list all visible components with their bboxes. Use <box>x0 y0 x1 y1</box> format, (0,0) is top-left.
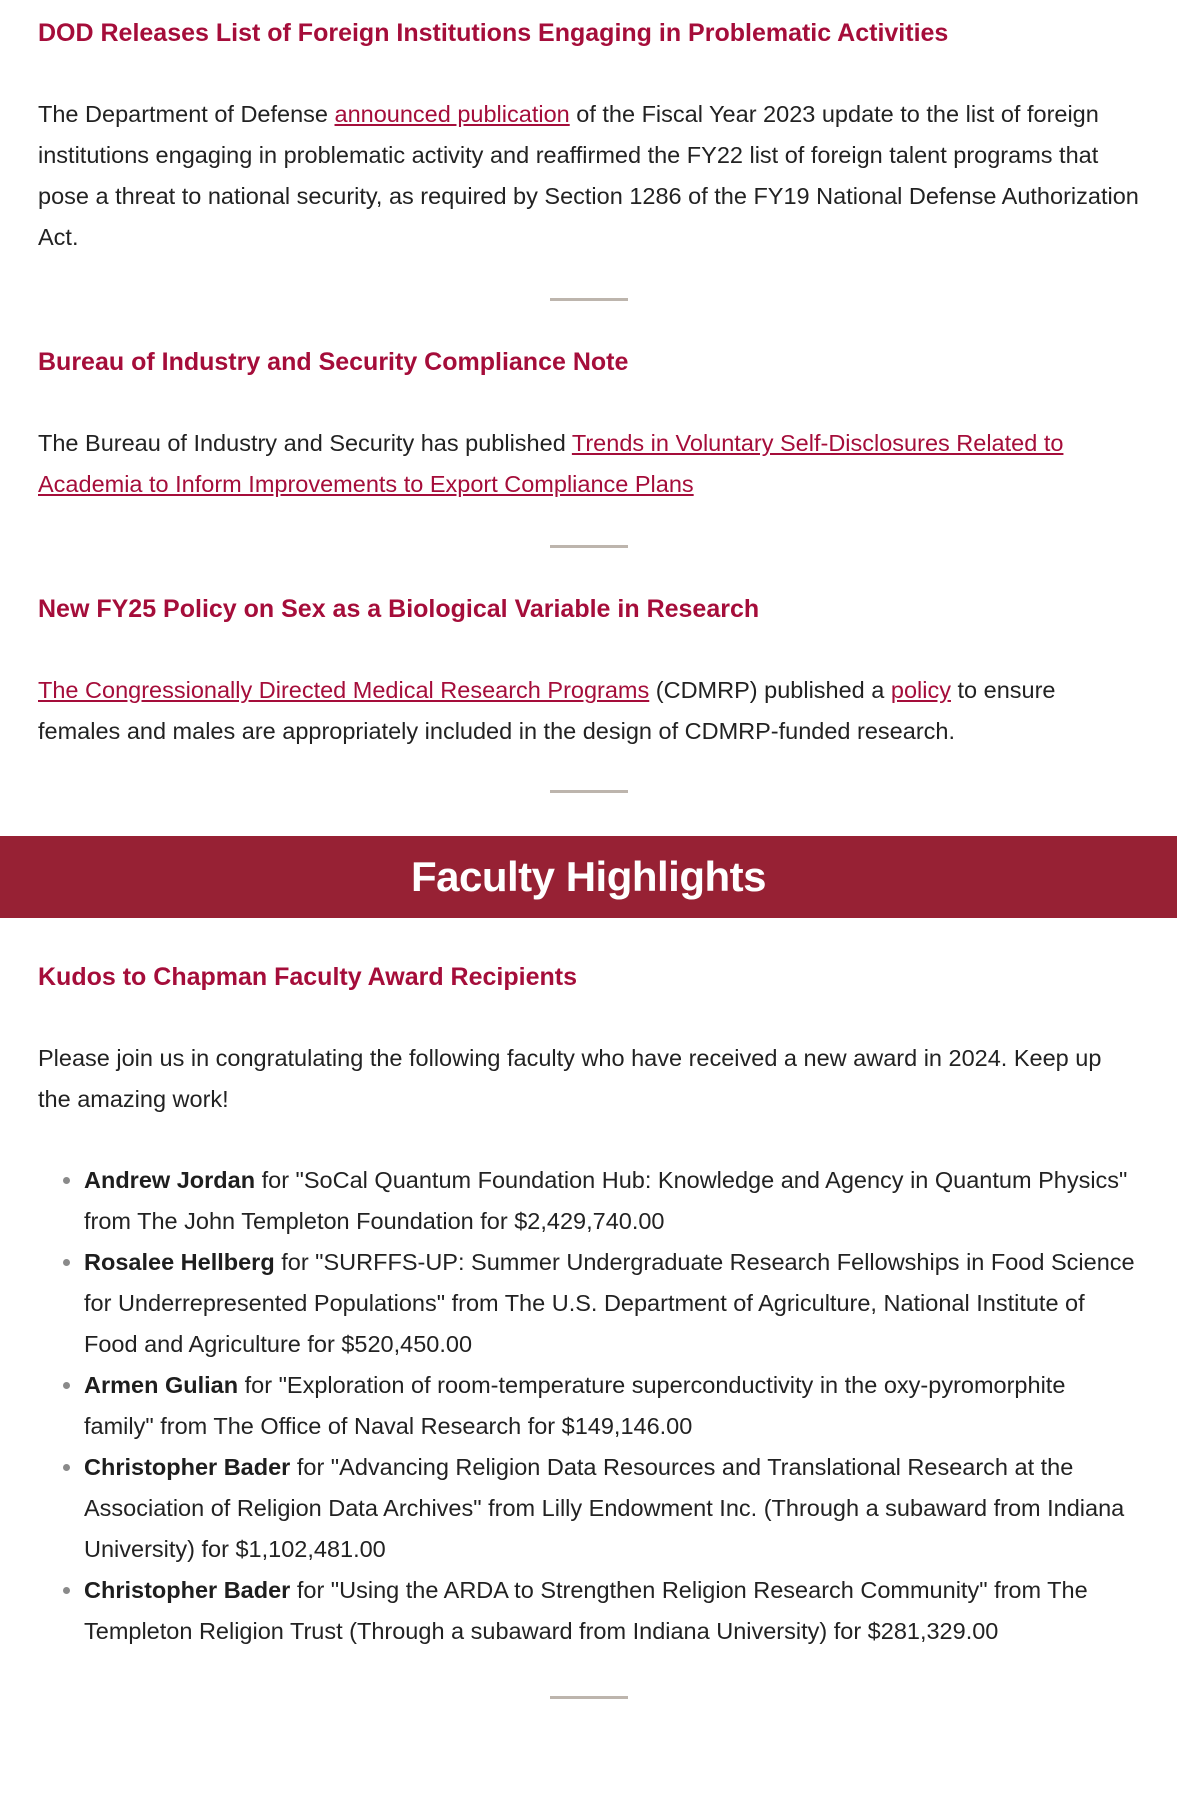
announced-publication-link[interactable]: announced publication <box>334 101 570 127</box>
section-title: Bureau of Industry and Security Compliance Note <box>38 348 629 376</box>
award-text: for "Advancing Religion Data Resources and Translational Research at the Association of Religion Data Archives" from Lilly Endowment Inc. (Through a subaward from Indiana University) for $1,102,481.00 <box>84 1454 1125 1562</box>
section-title: Kudos to Chapman Faculty Award Recipients <box>38 963 577 991</box>
list-item <box>84 1570 1139 1652</box>
section-bis <box>0 342 1177 505</box>
section-kudos <box>0 957 1177 1652</box>
award-text: for "Using the ARDA to Strengthen Religion Research Community" from The Templeton Religion Trust (Through a subaward from Indiana University) for $281,329.00 <box>84 1577 1088 1644</box>
award-text: for "Exploration of room-temperature superconductivity in the oxy-pyromorphite family" from The Office of Naval Research for $149,146.00 <box>84 1372 1066 1439</box>
faculty-name: Christopher Bader <box>84 1577 291 1603</box>
text: (CDMRP) published a <box>649 677 891 703</box>
divider <box>550 545 628 548</box>
text: The Department of Defense <box>38 101 335 127</box>
faculty-name: Christopher Bader <box>84 1454 291 1480</box>
section-title: New FY25 Policy on Sex as a Biological Variable in Research <box>38 595 760 623</box>
faculty-name: Armen Gulian <box>84 1372 239 1398</box>
policy-link[interactable]: policy <box>890 677 951 703</box>
section-title: DOD Releases List of Foreign Institutions Engaging in Problematic Activities <box>38 19 949 47</box>
section-body <box>38 423 1139 505</box>
award-text: for "SoCal Quantum Foundation Hub: Knowledge and Agency in Quantum Physics" from The John Templeton Foundation for $2,429,740.00 <box>84 1167 1128 1234</box>
text: The Bureau of Industry and Security has published <box>38 430 572 456</box>
list-item <box>84 1242 1139 1365</box>
divider <box>550 790 628 793</box>
list-item <box>84 1160 1139 1242</box>
section-dod <box>0 13 1177 258</box>
kudos-intro: Please join us in congratulating the following faculty who have received a new award in 2024. Keep up the amazing work! <box>38 1045 1102 1112</box>
list-item <box>84 1365 1139 1447</box>
faculty-name: Andrew Jordan <box>84 1167 256 1193</box>
award-list <box>38 1160 1139 1652</box>
section-body <box>38 670 1139 752</box>
text: to ensure females and males are appropriately included in the design of CDMRP-funded research. <box>38 677 1056 744</box>
faculty-name: Rosalee Hellberg <box>84 1249 275 1275</box>
trends-report-link[interactable]: Trends in Voluntary Self-Disclosures Related to Academia to Inform Improvements to Export Compliance Plans <box>38 430 1064 497</box>
faculty-highlights-banner: Faculty Highlights <box>0 836 1177 918</box>
divider <box>550 1696 628 1699</box>
section-body <box>38 94 1139 258</box>
cdmrp-link[interactable]: The Congressionally Directed Medical Research Programs <box>38 677 650 703</box>
section-fy25-policy <box>0 589 1177 752</box>
award-text: for "SURFFS-UP: Summer Undergraduate Research Fellowships in Food Science for Underrepresented Populations" from The U.S. Department of Agriculture, National Institute of Food and Agriculture for $520,450.00 <box>84 1249 1135 1357</box>
divider <box>550 298 628 301</box>
list-item <box>84 1447 1139 1570</box>
text: of the Fiscal Year 2023 update to the list of foreign institutions engaging in problematic activity and reaffirmed the FY22 list of foreign talent programs that pose a threat to national security, as required by Section 1286 of the FY19 National Defense Authorization Act. <box>38 101 1139 250</box>
